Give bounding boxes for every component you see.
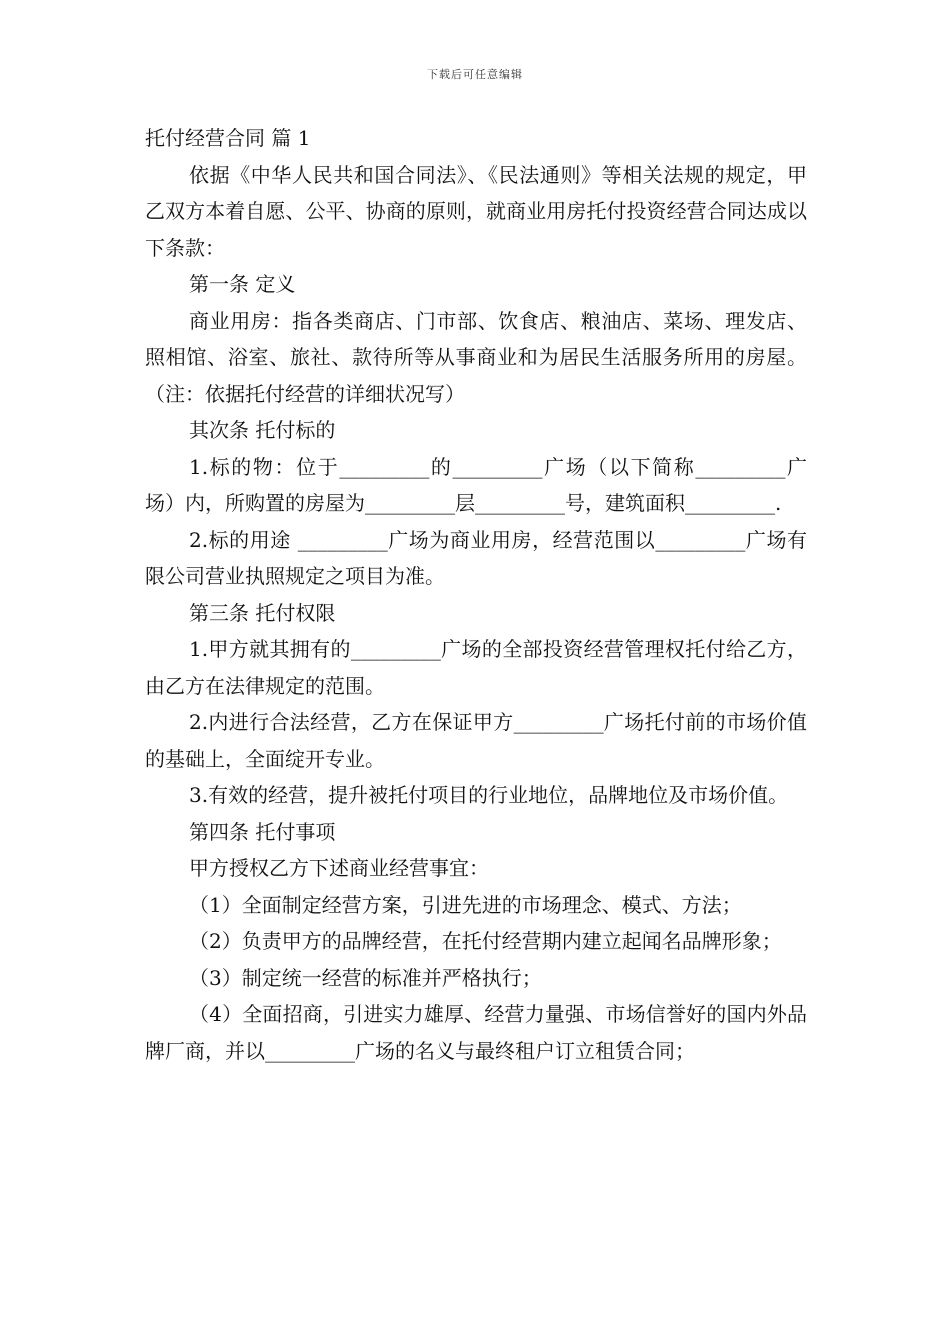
section-heading: 其次条 托付标的 <box>189 418 336 442</box>
list-item: （1）全面制定经营方案，引进先进的市场理念、模式、方法； <box>189 892 742 917</box>
paragraph: 2.标的用途 _________广场为商业用房，经营范围以_________广场有限公司营业执照规定之项目为准。 <box>145 527 807 588</box>
paragraph: 商业用房：指各类商店、门市部、饮食店、粮油店、菜场、理发店、照相馆、浴室、旅社、款待所等从事商业和为居民生活服务所用的房屋。（注：依据托付经营的详细状况写） <box>145 308 807 406</box>
header-note: 下载后可任意编辑 <box>427 68 523 81</box>
paragraph: 依据《中华人民共和国合同法》、《民法通则》等相关法规的规定，甲乙双方本着自愿、公平、协商的原则，就商业用房托付投资经营合同达成以下条款： <box>145 162 807 260</box>
list-item: （4）全面招商，引进实力雄厚、经营力量强、市场信誉好的国内外品牌厂商，并以_________广场的名义与最终租户订立租赁合同； <box>145 1002 807 1063</box>
paragraph: 2.内进行合法经营，乙方在保证甲方_________广场托付前的市场价值的基础上，全面绽开专业。 <box>145 710 807 771</box>
list-item: （2）负责甲方的品牌经营，在托付经营期内建立起闻名品牌形象； <box>189 929 782 953</box>
list-item: （3）制定统一经营的标准并严格执行； <box>189 965 542 990</box>
paragraph: 1.标的物：位于_________的_________广场（以下简称_________广场）内，所购置的房屋为_________层_________号，建筑面积_________. <box>145 454 807 515</box>
section-heading: 第三条 托付权限 <box>189 600 336 625</box>
section-heading: 第一条 定义 <box>189 272 296 296</box>
section-heading: 第四条 托付事项 <box>189 819 336 844</box>
paragraph: 1.甲方就其拥有的_________广场的全部投资经营管理权托付给乙方，由乙方在法律规定的范围。 <box>145 637 807 698</box>
document-title: 托付经营合同 篇 1 <box>145 126 311 150</box>
paragraph: 3.有效的经营，提升被托付项目的行业地位，品牌地位及市场价值。 <box>189 783 789 807</box>
document-body <box>145 120 807 1069</box>
paragraph: 甲方授权乙方下述商业经营事宜： <box>189 856 489 880</box>
